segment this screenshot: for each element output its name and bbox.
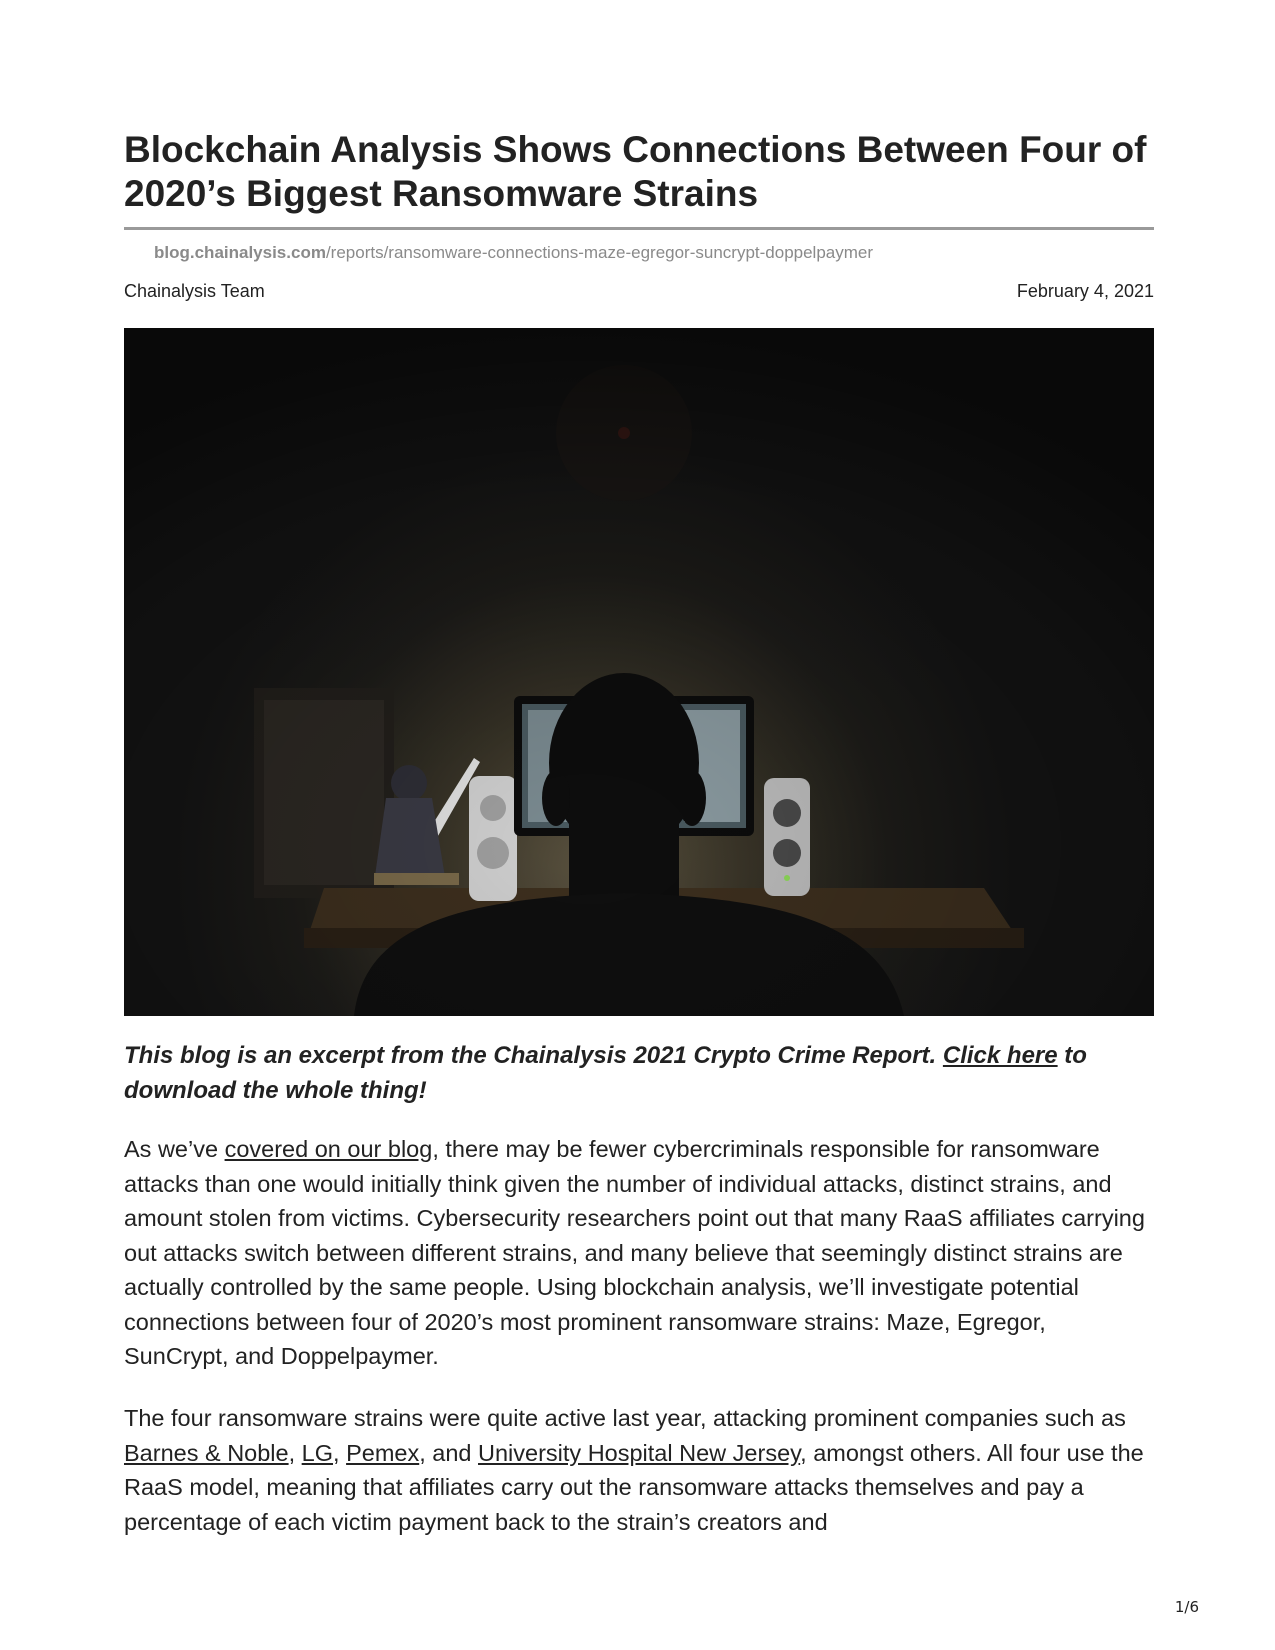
source-url[interactable] <box>154 242 873 264</box>
paragraph2-start: The four ransomware strains were quite active last year, attacking prominent companies such as <box>124 1405 1126 1431</box>
title-divider <box>124 227 1154 230</box>
hero-image <box>124 328 1154 1016</box>
source-domain: blog.chainalysis.com <box>154 243 326 262</box>
author-name: Chainalysis Team <box>124 281 265 301</box>
hero-photo-person-at-computer <box>124 328 1154 1016</box>
barnes-noble-link[interactable]: Barnes & Noble <box>124 1439 289 1466</box>
body-paragraph-1 <box>124 1132 1154 1374</box>
body-paragraph-2 <box>124 1401 1154 1539</box>
excerpt-note <box>124 1038 1154 1108</box>
paragraph2-rest: , amongst others. All four use the RaaS model, meaning that affiliates carry out the ransomware attacks themselves and pay a percentage of each victim payment back to the strain’s creators and <box>124 1439 1144 1535</box>
separator: , <box>288 1439 302 1466</box>
publish-date: February 4, 2021 <box>1016 281 1154 301</box>
excerpt-text-end: to download the whole thing! <box>124 1042 1087 1104</box>
separator: , and <box>419 1439 479 1466</box>
paragraph1-rest: , there may be fewer cybercriminals responsible for ransomware attacks than one would initially think given the number of individual attacks, distinct strains, and amount stolen from victims. Cybersecurity researchers point out that many RaaS affiliates carrying out attacks switch between different strains, and many believe that seemingly distinct strains are actually controlled by the same people. Using blockchain analysis, we’ll investigate potential connections between four of 2020’s most prominent ransomware strains: Maze, Egregor, SunCrypt, and Doppelpaymer. <box>124 1136 1145 1369</box>
paragraph1-start: As we’ve <box>124 1136 225 1162</box>
covered-on-blog-link[interactable]: covered on our blog <box>224 1136 433 1162</box>
page-number: 1/6 <box>1174 1598 1199 1616</box>
pemex-link[interactable]: Pemex <box>346 1439 420 1466</box>
article-title: Blockchain Analysis Shows Connections Between Four of 2020’s Biggest Ransomware Strains <box>124 129 1147 214</box>
excerpt-text: This blog is an excerpt from the Chainalysis 2021 Crypto Crime Report. <box>124 1042 943 1069</box>
source-path: /reports/ransomware-connections-maze-egregor-suncrypt-doppelpaymer <box>325 243 874 262</box>
university-hospital-link[interactable]: University Hospital New Jersey <box>478 1439 801 1466</box>
click-here-link[interactable]: Click here <box>942 1042 1058 1069</box>
separator: , <box>333 1439 347 1466</box>
lg-link[interactable]: LG <box>301 1439 334 1466</box>
